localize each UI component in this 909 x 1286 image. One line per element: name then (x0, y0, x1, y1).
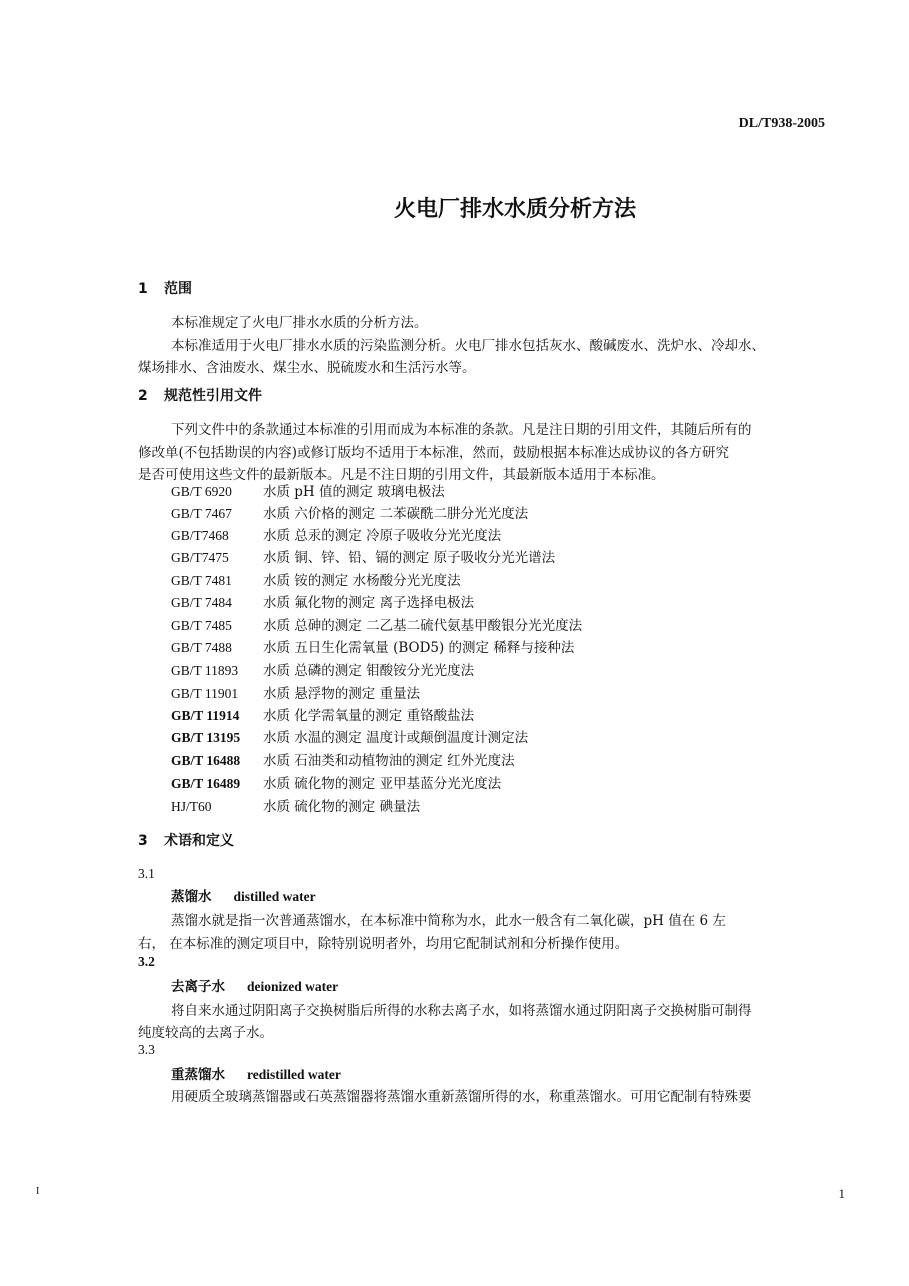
reference-title: 水质 悬浮物的测定 重量法 (263, 686, 421, 702)
reference-title: 水质 总磷的测定 钼酸铵分光光度法 (263, 663, 475, 679)
term-heading (171, 1063, 341, 1083)
reference-code: HJ/T60 (171, 799, 212, 814)
reference-title: 水质 铵的测定 水杨酸分光光度法 (263, 573, 461, 589)
reference-item (171, 614, 582, 634)
reference-item (171, 659, 474, 679)
reference-code: GB/T 11901 (171, 686, 239, 701)
reference-title: 水质 氟化物的测定 离子选择电极法 (263, 595, 475, 611)
reference-code: GB/T 7467 (171, 506, 232, 521)
reference-code: GB/T7475 (171, 550, 229, 565)
subsection-number: 3.2 (138, 954, 155, 969)
reference-item (171, 704, 474, 724)
section-title: 范围 (164, 281, 192, 297)
paragraph: 将自来水通过阴阳离子交换树脂后所得的水称去离子水，如将蒸馏水通过阴阳离子交换树脂可制得 (171, 1003, 752, 1019)
term-en: distilled water (233, 889, 316, 904)
reference-title: 水质 pH 值的测定 玻璃电极法 (263, 484, 445, 500)
reference-item (171, 772, 501, 792)
reference-code: GB/T 6920 (171, 484, 232, 499)
paragraph: 右， 在本标准的测定项目中，除特别说明者外，均用它配制试剂和分析操作使用。 (138, 936, 629, 952)
reference-title: 水质 总砷的测定 二乙基二硫代氨基甲酸银分光光度法 (263, 618, 583, 634)
section-title: 规范性引用文件 (164, 388, 262, 404)
reference-title: 水质 硫化物的测定 碘量法 (263, 799, 421, 815)
reference-item (171, 546, 555, 566)
reference-code: GB/T 7485 (171, 618, 232, 633)
reference-title: 水质 总汞的测定 冷原子吸收分光光度法 (263, 528, 502, 544)
paragraph: 修改单(不包括勘误的内容)或修订版均不适用于本标准，然而，鼓励根据本标准达成协议的各方研究 (138, 445, 730, 461)
term-en: deionized water (247, 979, 339, 994)
paragraph: 蒸馏水就是指一次普通蒸馏水，在本标准中简称为水，此水一般含有二氧化碳，pH 值在 6 左 (171, 913, 726, 929)
reference-code: GB/T 7484 (171, 595, 232, 610)
paragraph: 本标准适用于火电厂排水水质的污染监测分析。火电厂排水包括灰水、酸碱废水、洗炉水、冷却水、 (171, 338, 765, 354)
term-zh: 蒸馏水 (171, 889, 212, 905)
reference-title: 水质 水温的测定 温度计或颠倒温度计测定法 (263, 730, 529, 746)
page-number: 1 (838, 1186, 845, 1201)
reference-item (171, 726, 528, 746)
reference-title: 水质 五日生化需氧量 (BOD5) 的测定 稀释与接种法 (263, 640, 575, 656)
term-en: redistilled water (247, 1067, 341, 1082)
reference-title: 水质 石油类和动植物油的测定 红外光度法 (263, 753, 515, 769)
reference-item (171, 591, 474, 611)
reference-item (171, 682, 420, 702)
section-2-heading (138, 385, 262, 405)
reference-code: GB/T 16488 (171, 753, 241, 768)
section-1-heading (138, 278, 192, 298)
reference-item (171, 569, 461, 589)
subsection-number: 3.1 (138, 866, 155, 881)
reference-title: 水质 六价格的测定 二苯碳酰二肼分光光度法 (263, 506, 529, 522)
paragraph: 本标准规定了火电厂排水水质的分析方法。 (171, 315, 428, 331)
term-heading (171, 885, 316, 905)
reference-item (171, 480, 445, 500)
paragraph: 下列文件中的条款通过本标准的引用而成为本标准的条款。凡是注日期的引用文件，其随后所有的 (171, 422, 752, 438)
reference-item (171, 749, 515, 769)
paragraph: 用硬质全玻璃蒸馏器或石英蒸馏器将蒸馏水重新蒸馏所得的水，称重蒸馏水。可用它配制有特殊要 (171, 1089, 752, 1105)
reference-title: 水质 硫化物的测定 亚甲基蓝分光光度法 (263, 776, 502, 792)
margin-mark: I (36, 1186, 40, 1197)
section-number: 3 (138, 833, 148, 849)
reference-code: GB/T 11914 (171, 708, 240, 723)
section-3-heading (138, 830, 234, 850)
document-title: 火电厂排水水质分析方法 (393, 197, 636, 222)
standard-number: DL/T938-2005 (738, 116, 825, 131)
section-number: 2 (138, 388, 148, 404)
reference-code: GB/T 16489 (171, 776, 241, 791)
reference-code: GB/T 7488 (171, 640, 232, 655)
reference-code: GB/T 13195 (171, 730, 241, 745)
reference-code: GB/T 11893 (171, 663, 239, 678)
term-heading (171, 975, 338, 995)
reference-title: 水质 化学需氧量的测定 重铬酸盐法 (263, 708, 475, 724)
section-number: 1 (138, 281, 148, 297)
term-zh: 去离子水 (171, 979, 225, 995)
paragraph: 是否可使用这些文件的最新版本。凡是不注日期的引用文件，其最新版本适用于本标准。 (138, 467, 665, 483)
reference-item (171, 795, 420, 815)
reference-title: 水质 铜、锌、铅、镉的测定 原子吸收分光光谱法 (263, 550, 556, 566)
reference-item (171, 524, 501, 544)
paragraph: 煤场排水、含油废水、煤尘水、脱硫废水和生活污水等。 (138, 360, 476, 376)
reference-item (171, 502, 528, 522)
subsection-number: 3.3 (138, 1042, 155, 1057)
paragraph: 纯度较高的去离子水。 (138, 1025, 273, 1041)
reference-item (171, 636, 574, 656)
section-title: 术语和定义 (164, 833, 234, 849)
term-zh: 重蒸馏水 (171, 1067, 225, 1083)
reference-code: GB/T 7481 (171, 573, 232, 588)
reference-code: GB/T7468 (171, 528, 229, 543)
